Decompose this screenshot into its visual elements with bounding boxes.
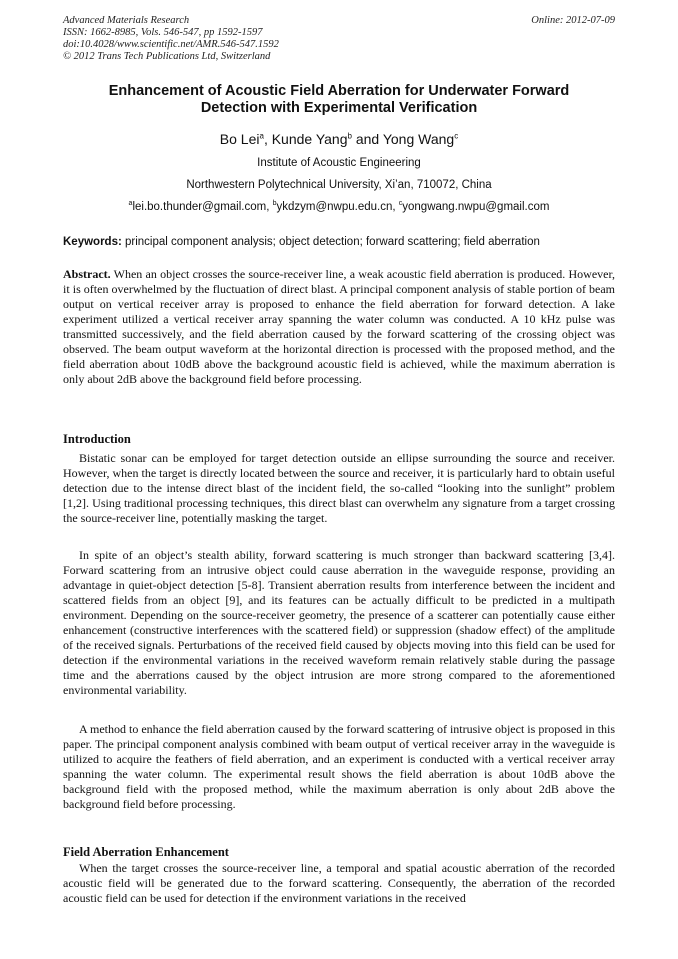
abstract — [63, 267, 615, 387]
paper-title — [63, 83, 615, 117]
author-separator: , — [263, 131, 272, 147]
keywords-text: principal component analysis; object detection; forward scattering; field aberration — [121, 236, 540, 248]
author-name: Yong Wang — [382, 131, 455, 147]
intro-paragraph-2: In spite of an object’s stealth ability, forward scattering is much stronger than backward scattering [3,4]. Forward scattering from an intrusive object could cause aberration in the waveguide response, providing an advantage in quiet-object detection [5-8]. Transient aberration results from interference between the incident and scattered fields from an object [9], and its features can be actually difficult to be predicted in a multipath environment. Depending on the source-receiver geometry, the presence of a scatterer can potentially cause either enhancement (constructive interferences with the scattered field) or suppression (shadow effect) of the amplitude of the received signals. Perturbations of the received field caused by objects moving into this field can be used for detection if the environmental variations in the received waveform remain relatively stable during the passage time and the aberrations caused by the object intrusion are more strong compared to the aforementioned environmental variability. — [63, 548, 615, 697]
email-line — [63, 200, 615, 214]
author-separator: and — [351, 131, 383, 147]
university-line: Northwestern Polytechnical University, Xi’an, 710072, China — [186, 179, 492, 191]
author-affiliation-mark: c — [454, 131, 459, 141]
online-date: Online: 2012-07-09 — [531, 15, 615, 26]
author-affiliation-mark: b — [347, 131, 352, 141]
email-address: lei.bo.thunder@gmail.com, — [132, 201, 273, 213]
introduction-heading: Introduction — [63, 432, 131, 446]
author-affiliation-mark: a — [259, 131, 264, 141]
author-list — [63, 130, 615, 148]
email-address: ykdzym@nwpu.edu.cn, — [276, 201, 399, 213]
abstract-text: When an object crosses the source-receiver line, a weak acoustic field aberration is produced. However, it is often overwhelmed by the fluctuation of direct blast. A principal component analysis of stable portion of beam output on vertical receiver array is proposed to enhance the field aberration for forward detection. A lake experiment utilized a vertical receiver array spanning the water column was conducted. A 10 kHz pulse was transmitted successively, and the field aberration caused by the forward scattering of the crossing object was observed. The beam output waveform at the horizontal direction is processed with the proposed method, and the field aberration about 10dB above the background acoustic field is achieved, while the maximum aberration is only about 2dB above the background field before processing. — [63, 267, 615, 386]
journal-header — [63, 15, 615, 63]
doi-line: doi:10.4028/www.scientific.net/AMR.546-547.1592 — [63, 39, 279, 50]
abstract-label: Abstract. — [63, 267, 111, 281]
author-name: Kunde Yang — [271, 131, 348, 147]
email-mark: b — [272, 200, 277, 208]
field-aberration-paragraph-1: When the target crosses the source-receiver line, a temporal and spatial acoustic aberration of the recorded acoustic field will be generated due to the forward scattering. Consequently, the aberration of the recorded acoustic field can be used for detection if the environment variations in the received — [63, 861, 615, 905]
title-line-1: Enhancement of Acoustic Field Aberration for Underwater Forward — [108, 83, 570, 99]
intro-paragraph-1: Bistatic sonar can be employed for target detection outside an ellipse surrounding the source and receiver. However, when the target is directly located between the source and receiver, it is particularly hard to obtain useful detection due to the intense direct blast of the incident field, the so-called “looking into the sunlight” problem [1,2]. Using traditional processing techniques, this direct blast can overwhelm any signature from a target crossing the source-receiver line, potentially masking the target. — [63, 451, 615, 525]
email-mark: c — [398, 200, 403, 208]
copyright-line: © 2012 Trans Tech Publications Ltd, Switzerland — [63, 51, 271, 62]
issn-line: ISSN: 1662-8985, Vols. 546-547, pp 1592-1597 — [63, 27, 263, 38]
intro-paragraph-3: A method to enhance the field aberration caused by the forward scattering of intrusive object is proposed in this paper. The principal component analysis combined with beam output of vertical receiver array in the waveguide is utilized to acquire the feathers of field aberration, and an experiment is conducted with a vertical receiver array spanning the water column. The experimental result shows the field aberration is about 10dB above the background field with the proposed method, while the maximum aberration is only about 2dB above the background field before processing. — [63, 722, 615, 811]
institute-line: Institute of Acoustic Engineering — [257, 157, 421, 169]
email-mark: a — [128, 200, 133, 208]
author-name: Bo Lei — [219, 131, 260, 147]
email-address: yongwang.nwpu@gmail.com — [402, 201, 550, 213]
keywords — [63, 235, 623, 249]
keywords-label: Keywords: — [63, 236, 122, 248]
field-aberration-heading: Field Aberration Enhancement — [63, 845, 229, 859]
title-line-2: Detection with Experimental Verification — [200, 100, 478, 116]
journal-name: Advanced Materials Research — [63, 15, 190, 26]
